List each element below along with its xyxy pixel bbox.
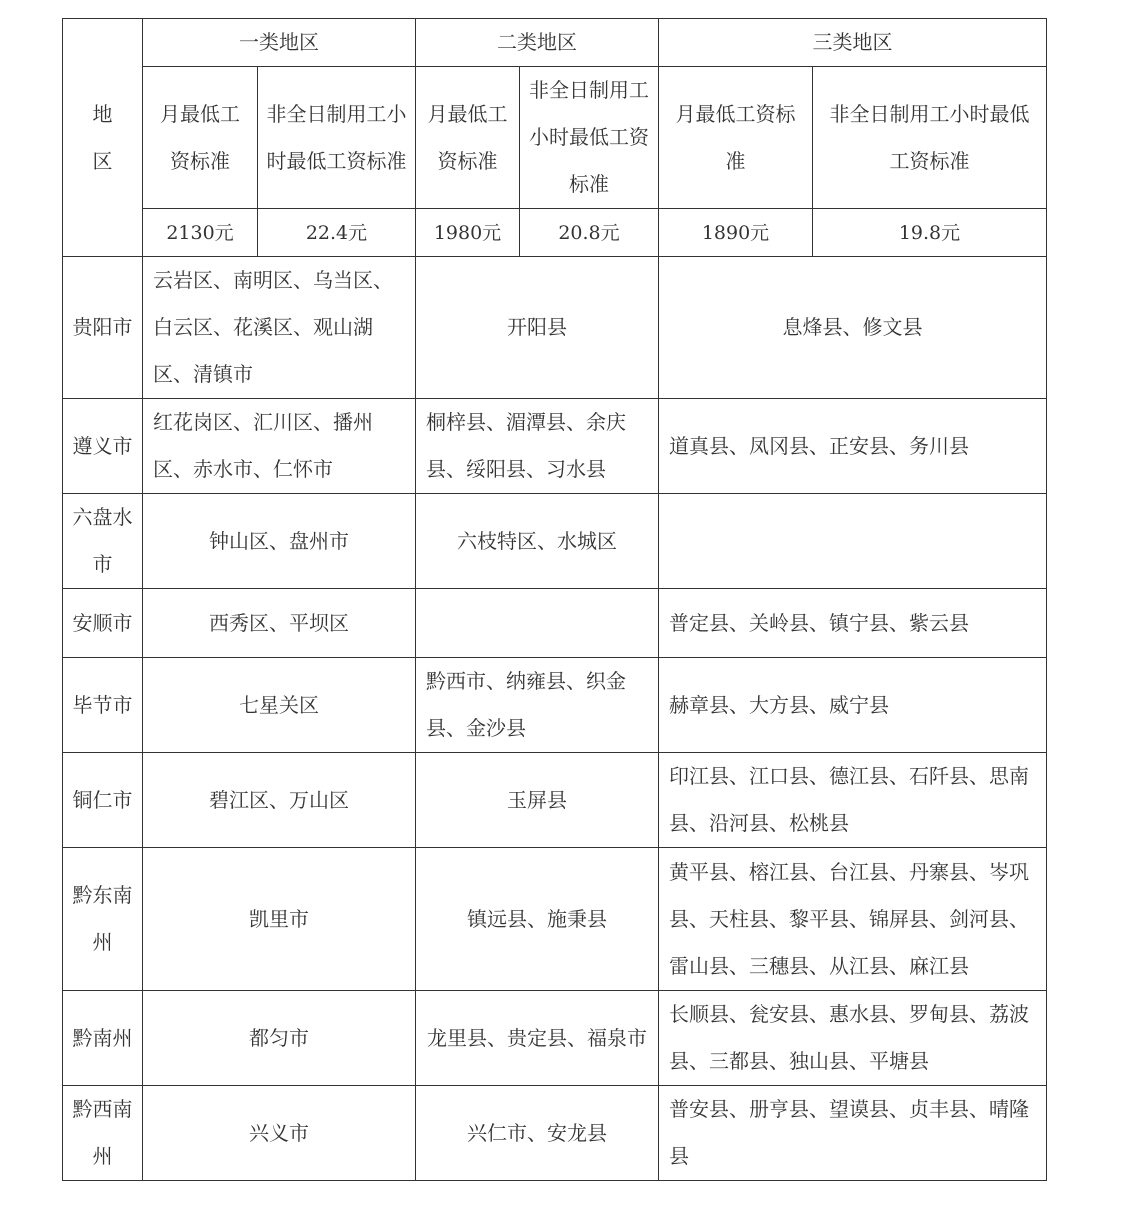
tier3-areas: 赫章县、大方县、威宁县 xyxy=(659,658,1047,753)
minimum-wage-table xyxy=(62,18,1047,1181)
tier2-areas: 六枝特区、水城区 xyxy=(416,494,659,589)
tier2-areas: 镇远县、施秉县 xyxy=(416,848,659,991)
tier1-areas: 碧江区、万山区 xyxy=(143,753,416,848)
tier2-hourly-label: 非全日制用工 小时最低工资 标准 xyxy=(520,67,659,209)
table-row xyxy=(63,1086,1047,1181)
tier2-areas: 开阳县 xyxy=(416,257,659,399)
tier2-hourly-value: 20.8元 xyxy=(520,209,659,257)
tier2-monthly-label: 月最低工 资标准 xyxy=(416,67,520,209)
tier3-areas: 长顺县、瓮安县、惠水县、罗甸县、荔波 县、三都县、独山县、平塘县 xyxy=(659,991,1047,1086)
region-name: 贵阳市 xyxy=(63,257,143,399)
tier2-areas: 龙里县、贵定县、福泉市 xyxy=(416,991,659,1086)
tier2-areas: 兴仁市、安龙县 xyxy=(416,1086,659,1181)
tier3-hourly-value: 19.8元 xyxy=(813,209,1047,257)
region-name: 六盘水 市 xyxy=(63,494,143,589)
table-row xyxy=(63,589,1047,658)
tier3-areas: 普定县、关岭县、镇宁县、紫云县 xyxy=(659,589,1047,658)
tier1-header: 一类地区 xyxy=(143,19,416,67)
tier1-hourly-label: 非全日制用工小 时最低工资标准 xyxy=(258,67,416,209)
table-row xyxy=(63,494,1047,589)
tier2-areas: 桐梓县、湄潭县、余庆 县、绥阳县、习水县 xyxy=(416,399,659,494)
region-name: 安顺市 xyxy=(63,589,143,658)
region-header: 地 区 xyxy=(63,19,143,257)
tier3-hourly-label: 非全日制用工小时最低 工资标准 xyxy=(813,67,1047,209)
tier1-monthly-label: 月最低工 资标准 xyxy=(143,67,258,209)
table-row xyxy=(63,991,1047,1086)
region-name: 黔南州 xyxy=(63,991,143,1086)
tier3-areas: 普安县、册亨县、望谟县、贞丰县、晴隆 县 xyxy=(659,1086,1047,1181)
tier2-areas xyxy=(416,589,659,658)
tier2-areas: 玉屏县 xyxy=(416,753,659,848)
tier3-areas: 道真县、凤冈县、正安县、务川县 xyxy=(659,399,1047,494)
tier3-areas: 息烽县、修文县 xyxy=(659,257,1047,399)
table-row xyxy=(63,753,1047,848)
tier2-monthly-value: 1980元 xyxy=(416,209,520,257)
table-row xyxy=(63,848,1047,991)
tier1-areas: 兴义市 xyxy=(143,1086,416,1181)
tier3-areas: 黄平县、榕江县、台江县、丹寨县、岑巩 县、天柱县、黎平县、锦屏县、剑河县、 雷山县、三穗县、从江县、麻江县 xyxy=(659,848,1047,991)
tier1-areas: 都匀市 xyxy=(143,991,416,1086)
tier1-areas: 钟山区、盘州市 xyxy=(143,494,416,589)
table-row xyxy=(63,399,1047,494)
tier1-areas: 七星关区 xyxy=(143,658,416,753)
tier3-areas: 印江县、江口县、德江县、石阡县、思南 县、沿河县、松桃县 xyxy=(659,753,1047,848)
tier1-areas: 西秀区、平坝区 xyxy=(143,589,416,658)
tier1-areas: 云岩区、南明区、乌当区、 白云区、花溪区、观山湖 区、清镇市 xyxy=(143,257,416,399)
table-row xyxy=(63,257,1047,399)
tier3-header: 三类地区 xyxy=(659,19,1047,67)
tier1-areas: 红花岗区、汇川区、播州 区、赤水市、仁怀市 xyxy=(143,399,416,494)
tier2-header: 二类地区 xyxy=(416,19,659,67)
tier2-areas: 黔西市、纳雍县、织金 县、金沙县 xyxy=(416,658,659,753)
tier1-areas: 凯里市 xyxy=(143,848,416,991)
region-name: 黔东南 州 xyxy=(63,848,143,991)
region-name: 遵义市 xyxy=(63,399,143,494)
region-name: 毕节市 xyxy=(63,658,143,753)
tier3-monthly-value: 1890元 xyxy=(659,209,813,257)
tier3-areas xyxy=(659,494,1047,589)
tier1-hourly-value: 22.4元 xyxy=(258,209,416,257)
table-row xyxy=(63,658,1047,753)
region-name: 黔西南 州 xyxy=(63,1086,143,1181)
region-name: 铜仁市 xyxy=(63,753,143,848)
tier3-monthly-label: 月最低工资标 准 xyxy=(659,67,813,209)
tier1-monthly-value: 2130元 xyxy=(143,209,258,257)
